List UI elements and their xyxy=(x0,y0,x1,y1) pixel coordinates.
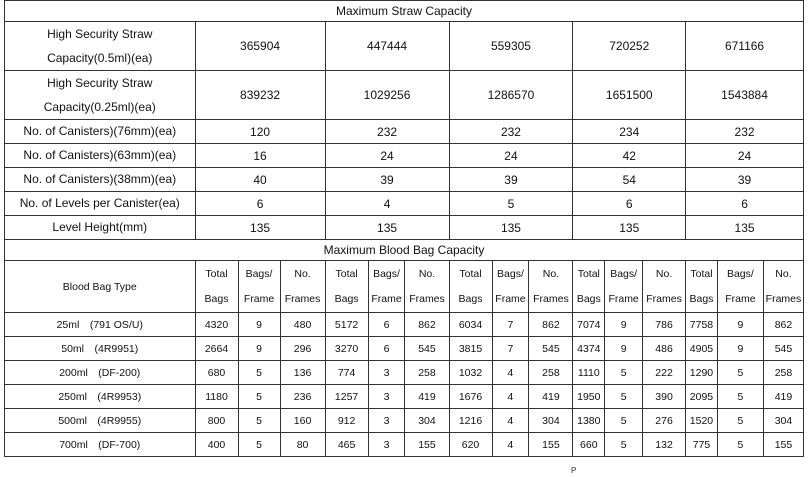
blood-value-cell: 7 xyxy=(492,313,529,337)
sub-header-line-1: Bags/ xyxy=(373,267,400,280)
blood-sub-header xyxy=(573,261,605,313)
blood-value-cell: 258 xyxy=(405,361,449,385)
sub-header-line-2: Bags xyxy=(204,292,229,305)
blood-value-cell: 4 xyxy=(492,409,529,433)
blood-value-cell: 3815 xyxy=(449,337,492,361)
straw-value-cell: 6 xyxy=(686,192,804,216)
blood-value-cell: 862 xyxy=(405,313,449,337)
blood-value-cell: 5 xyxy=(238,361,280,385)
blood-value-cell: 80 xyxy=(280,433,325,457)
blood-value-cell: 9 xyxy=(238,313,280,337)
blood-value-cell: 296 xyxy=(280,337,325,361)
sub-header-line-1: Total xyxy=(335,267,358,280)
blood-sub-header xyxy=(368,261,405,313)
blood-row xyxy=(5,409,804,433)
blood-value-cell: 545 xyxy=(763,337,803,361)
blood-value-cell: 4374 xyxy=(573,337,605,361)
blood-value-cell: 4905 xyxy=(686,337,718,361)
blood-value-cell: 5 xyxy=(717,409,763,433)
straw-value-cell: 4 xyxy=(325,192,449,216)
blood-value-cell: 4 xyxy=(492,433,529,457)
straw-row-label: High Security Straw Capacity(0.5ml)(ea) xyxy=(5,22,196,71)
blood-sub-header xyxy=(605,261,643,313)
blood-value-cell: 1380 xyxy=(573,409,605,433)
straw-value-cell: 135 xyxy=(573,216,686,240)
blood-value-cell: 5 xyxy=(238,433,280,457)
sub-header-line-2: Frame xyxy=(725,292,756,305)
straw-value-cell: 447444 xyxy=(325,22,449,71)
straw-row-label: No. of Canisters)(63mm)(ea) xyxy=(5,144,196,168)
blood-value-cell: 4320 xyxy=(195,313,238,337)
straw-row xyxy=(5,71,804,120)
blood-value-cell: 4 xyxy=(492,361,529,385)
sub-header-line-1: No. xyxy=(418,267,436,280)
blood-value-cell: 486 xyxy=(643,337,686,361)
blood-value-cell: 480 xyxy=(280,313,325,337)
straw-value-cell: 232 xyxy=(325,120,449,144)
straw-value-cell: 6 xyxy=(573,192,686,216)
sub-header-line-2: Frames xyxy=(646,292,682,305)
blood-value-cell: 465 xyxy=(325,433,368,457)
straw-value-cell: 365904 xyxy=(195,22,325,71)
straw-value-cell: 135 xyxy=(686,216,804,240)
blood-value-cell: 775 xyxy=(686,433,718,457)
blood-value-cell: 5 xyxy=(238,385,280,409)
blood-value-cell: 304 xyxy=(529,409,573,433)
blood-value-cell: 9 xyxy=(605,313,643,337)
blood-value-cell: 304 xyxy=(405,409,449,433)
blood-row xyxy=(5,385,804,409)
blood-value-cell: 5 xyxy=(717,361,763,385)
blood-value-cell: 3 xyxy=(368,433,405,457)
blood-value-cell: 400 xyxy=(195,433,238,457)
blood-value-cell: 6 xyxy=(368,313,405,337)
blood-value-cell: 774 xyxy=(325,361,368,385)
straw-value-cell: 135 xyxy=(195,216,325,240)
straw-value-cell: 671166 xyxy=(686,22,804,71)
blood-row xyxy=(5,433,804,457)
blood-value-cell: 5 xyxy=(717,385,763,409)
blood-value-cell: 258 xyxy=(763,361,803,385)
straw-value-cell: 234 xyxy=(573,120,686,144)
blood-value-cell: 5 xyxy=(605,361,643,385)
blood-value-cell: 9 xyxy=(717,313,763,337)
straw-value-cell: 120 xyxy=(195,120,325,144)
blood-value-cell: 3270 xyxy=(325,337,368,361)
blood-value-cell: 5 xyxy=(605,409,643,433)
blood-value-cell: 390 xyxy=(643,385,686,409)
blood-value-cell: 304 xyxy=(763,409,803,433)
blood-value-cell: 5 xyxy=(605,385,643,409)
blood-header-row xyxy=(5,261,804,313)
blood-value-cell: 545 xyxy=(405,337,449,361)
blood-row-label: 50ml (4R9951) xyxy=(5,337,196,361)
straw-table-title: Maximum Straw Capacity xyxy=(5,1,804,22)
straw-value-cell: 559305 xyxy=(449,22,573,71)
blood-value-cell: 3 xyxy=(368,385,405,409)
blood-value-cell: 5 xyxy=(605,433,643,457)
blood-value-cell: 1520 xyxy=(686,409,718,433)
sub-header-line-2: Frame xyxy=(495,292,526,305)
blood-row-label: 250ml (4R9953) xyxy=(5,385,196,409)
straw-value-cell: 1651500 xyxy=(573,71,686,120)
blood-sub-header xyxy=(238,261,280,313)
straw-row xyxy=(5,216,804,240)
blood-value-cell: 236 xyxy=(280,385,325,409)
blood-value-cell: 2664 xyxy=(195,337,238,361)
straw-value-cell: 24 xyxy=(686,144,804,168)
blood-value-cell: 862 xyxy=(529,313,573,337)
blood-value-cell: 9 xyxy=(717,337,763,361)
straw-value-cell: 16 xyxy=(195,144,325,168)
straw-row-label: No. of Canisters)(76mm)(ea) xyxy=(5,120,196,144)
blood-value-cell: 4 xyxy=(492,385,529,409)
blood-sub-header xyxy=(195,261,238,313)
blood-value-cell: 132 xyxy=(643,433,686,457)
sub-header-line-1: No. xyxy=(655,267,673,280)
blood-value-cell: 1180 xyxy=(195,385,238,409)
straw-value-cell: 6 xyxy=(195,192,325,216)
sub-header-line-1: No. xyxy=(542,267,560,280)
straw-value-cell: 720252 xyxy=(573,22,686,71)
straw-row-label: Level Height(mm) xyxy=(5,216,196,240)
blood-value-cell: 620 xyxy=(449,433,492,457)
straw-row-label: No. of Levels per Canister(ea) xyxy=(5,192,196,216)
straw-title-row xyxy=(5,1,804,22)
blood-value-cell: 258 xyxy=(529,361,573,385)
straw-value-cell: 839232 xyxy=(195,71,325,120)
blood-sub-header xyxy=(280,261,325,313)
sub-header-line-1: No. xyxy=(294,267,311,280)
straw-value-cell: 42 xyxy=(573,144,686,168)
blood-value-cell: 1257 xyxy=(325,385,368,409)
blood-value-cell: 3 xyxy=(368,361,405,385)
blood-row-label: 500ml (4R9955) xyxy=(5,409,196,433)
blood-sub-header xyxy=(643,261,686,313)
blood-value-cell: 419 xyxy=(763,385,803,409)
straw-value-cell: 54 xyxy=(573,168,686,192)
blood-value-cell: 136 xyxy=(280,361,325,385)
sub-header-line-1: Bags/ xyxy=(610,267,638,280)
sub-header-line-2: Frames xyxy=(409,292,445,305)
sub-header-line-2: Frames xyxy=(284,292,321,305)
straw-row xyxy=(5,168,804,192)
blood-sub-header xyxy=(717,261,763,313)
straw-value-cell: 24 xyxy=(325,144,449,168)
blood-value-cell: 5 xyxy=(238,409,280,433)
blood-value-cell: 6034 xyxy=(449,313,492,337)
blood-value-cell: 419 xyxy=(529,385,573,409)
blood-value-cell: 1110 xyxy=(573,361,605,385)
straw-value-cell: 39 xyxy=(449,168,573,192)
blood-value-cell: 222 xyxy=(643,361,686,385)
blood-value-cell: 6 xyxy=(368,337,405,361)
straw-value-cell: 1543884 xyxy=(686,71,804,120)
straw-value-cell: 39 xyxy=(686,168,804,192)
straw-value-cell: 39 xyxy=(325,168,449,192)
blood-value-cell: 155 xyxy=(763,433,803,457)
blood-sub-header xyxy=(325,261,368,313)
blood-sub-header xyxy=(492,261,529,313)
blood-value-cell: 3 xyxy=(368,409,405,433)
sub-header-line-1: No. xyxy=(775,267,792,280)
straw-row xyxy=(5,120,804,144)
sub-header-line-2: Frame xyxy=(243,292,275,305)
straw-value-cell: 24 xyxy=(449,144,573,168)
blood-value-cell: 5 xyxy=(717,433,763,457)
blood-value-cell: 545 xyxy=(529,337,573,361)
blood-sub-header xyxy=(405,261,449,313)
sub-header-line-1: Total xyxy=(690,267,713,280)
blood-value-cell: 1290 xyxy=(686,361,718,385)
sub-header-line-1: Total xyxy=(577,267,600,280)
blood-value-cell: 155 xyxy=(529,433,573,457)
sub-header-line-1: Bags/ xyxy=(726,267,754,280)
straw-value-cell: 232 xyxy=(449,120,573,144)
blood-value-cell: 5172 xyxy=(325,313,368,337)
straw-value-cell: 232 xyxy=(686,120,804,144)
sub-header-line-2: Bags xyxy=(458,292,483,305)
straw-row xyxy=(5,144,804,168)
blood-value-cell: 1950 xyxy=(573,385,605,409)
blood-bag-type-header: Blood Bag Type xyxy=(5,261,196,313)
blood-row-label: 25ml (791 OS/U) xyxy=(5,313,196,337)
blood-value-cell: 160 xyxy=(280,409,325,433)
blood-value-cell: 912 xyxy=(325,409,368,433)
blood-value-cell: 7 xyxy=(492,337,529,361)
blood-value-cell: 9 xyxy=(238,337,280,361)
blood-value-cell: 419 xyxy=(405,385,449,409)
blood-value-cell: 786 xyxy=(643,313,686,337)
blood-value-cell: 155 xyxy=(405,433,449,457)
sub-header-line-1: Bags/ xyxy=(245,267,273,280)
sub-header-line-1: Bags/ xyxy=(497,267,524,280)
sub-header-line-2: Bags xyxy=(689,292,714,305)
blood-sub-header xyxy=(763,261,803,313)
straw-row-label: No. of Canisters)(38mm)(ea) xyxy=(5,168,196,192)
blood-value-cell: 800 xyxy=(195,409,238,433)
blood-value-cell: 7758 xyxy=(686,313,718,337)
blood-value-cell: 660 xyxy=(573,433,605,457)
blood-value-cell: 9 xyxy=(605,337,643,361)
straw-row-label: High Security Straw Capacity(0.25ml)(ea) xyxy=(5,71,196,120)
straw-value-cell: 5 xyxy=(449,192,573,216)
capacity-table xyxy=(4,0,804,457)
blood-value-cell: 1676 xyxy=(449,385,492,409)
blood-sub-header xyxy=(686,261,718,313)
blood-value-cell: 2095 xyxy=(686,385,718,409)
blood-value-cell: 1032 xyxy=(449,361,492,385)
sub-header-line-2: Frames xyxy=(765,292,802,305)
sub-header-line-1: Total xyxy=(205,267,228,280)
straw-value-cell: 135 xyxy=(325,216,449,240)
straw-value-cell: 1286570 xyxy=(449,71,573,120)
blood-row xyxy=(5,337,804,361)
blood-row xyxy=(5,361,804,385)
straw-row xyxy=(5,22,804,71)
blood-value-cell: 680 xyxy=(195,361,238,385)
blood-value-cell: 1216 xyxy=(449,409,492,433)
blood-value-cell: 862 xyxy=(763,313,803,337)
blood-row-label: 200ml (DF-200) xyxy=(5,361,196,385)
sub-header-line-2: Bags xyxy=(334,292,359,305)
page-mark: P xyxy=(571,466,577,475)
blood-row-label: 700ml (DF-700) xyxy=(5,433,196,457)
blood-value-cell: 276 xyxy=(643,409,686,433)
blood-table-title: Maximum Blood Bag Capacity xyxy=(5,240,804,261)
blood-sub-header xyxy=(449,261,492,313)
sub-header-line-2: Frame xyxy=(608,292,639,305)
sub-header-line-2: Bags xyxy=(576,292,601,305)
sub-header-line-2: Frames xyxy=(533,292,569,305)
straw-value-cell: 40 xyxy=(195,168,325,192)
blood-sub-header xyxy=(529,261,573,313)
blood-title-row xyxy=(5,240,804,261)
sub-header-line-2: Frame xyxy=(371,292,402,305)
straw-row xyxy=(5,192,804,216)
straw-value-cell: 1029256 xyxy=(325,71,449,120)
straw-value-cell: 135 xyxy=(449,216,573,240)
blood-row xyxy=(5,313,804,337)
sub-header-line-1: Total xyxy=(459,267,482,280)
blood-value-cell: 7074 xyxy=(573,313,605,337)
